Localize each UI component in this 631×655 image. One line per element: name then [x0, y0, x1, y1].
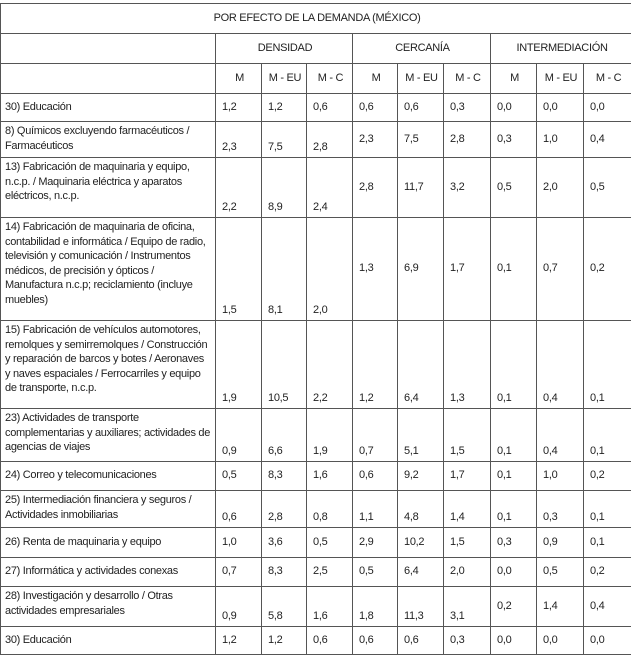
column-header: M - EU [262, 64, 307, 94]
value-cell: 1,3 [353, 218, 398, 321]
value-cell: 2,3 [216, 122, 262, 158]
value-cell: 0,8 [307, 491, 353, 528]
value-cell: 1,2 [262, 627, 307, 655]
value-cell: 9,2 [398, 462, 444, 491]
table-row [1, 528, 631, 558]
value-cell: 2,8 [444, 122, 491, 158]
value-cell: 0,0 [584, 94, 631, 122]
value-cell: 2,0 [307, 218, 353, 321]
value-cell: 2,0 [537, 158, 584, 218]
value-cell: 0,3 [444, 94, 491, 122]
value-cell: 1,9 [216, 321, 262, 409]
value-cell: 2,2 [307, 321, 353, 409]
value-cell: 0,5 [307, 528, 353, 558]
value-cell: 0,2 [584, 218, 631, 321]
value-cell: 1,7 [444, 462, 491, 491]
value-cell: 0,6 [353, 627, 398, 655]
table-row [1, 218, 631, 321]
value-cell: 2,9 [353, 528, 398, 558]
value-cell: 1,6 [307, 462, 353, 491]
column-header: M - C [584, 64, 631, 94]
value-cell: 0,3 [491, 122, 537, 158]
value-cell: 0,1 [584, 491, 631, 528]
value-cell: 1,2 [216, 94, 262, 122]
value-cell: 8,1 [262, 218, 307, 321]
row-label: 13) Fabricación de maquinaria y equipo, n.c.p. / Maquinaria eléctrica y aparatos eléctricos, n.c.p. [1, 158, 216, 218]
value-cell: 3,2 [444, 158, 491, 218]
table-row [1, 462, 631, 491]
value-cell: 0,4 [584, 587, 631, 627]
column-header: M - C [444, 64, 491, 94]
value-cell: 0,7 [353, 409, 398, 462]
value-cell: 1,1 [353, 491, 398, 528]
value-cell: 0,7 [216, 558, 262, 587]
value-cell: 0,0 [537, 627, 584, 655]
empty-header-cell [1, 64, 216, 94]
value-cell: 0,9 [216, 409, 262, 462]
column-header: M [491, 64, 537, 94]
value-cell: 0,5 [584, 158, 631, 218]
value-cell: 0,5 [216, 462, 262, 491]
empty-header-cell [1, 34, 216, 64]
row-label: 30) Educación [1, 94, 216, 122]
value-cell: 1,5 [444, 409, 491, 462]
value-cell: 0,1 [491, 462, 537, 491]
value-cell: 0,1 [491, 491, 537, 528]
value-cell: 11,7 [398, 158, 444, 218]
value-cell: 2,2 [216, 158, 262, 218]
value-cell: 1,9 [307, 409, 353, 462]
value-cell: 0,1 [491, 409, 537, 462]
value-cell: 0,4 [584, 122, 631, 158]
value-cell: 0,5 [537, 558, 584, 587]
value-cell: 7,5 [262, 122, 307, 158]
row-label: 30) Educación [1, 627, 216, 655]
value-cell: 2,5 [307, 558, 353, 587]
value-cell: 2,8 [353, 158, 398, 218]
value-cell: 1,4 [537, 587, 584, 627]
value-cell: 2,4 [307, 158, 353, 218]
row-label: 23) Actividades de transporte complementarias y auxiliares; actividades de agencias de viajes [1, 409, 216, 462]
value-cell: 1,8 [353, 587, 398, 627]
value-cell: 1,0 [537, 122, 584, 158]
value-cell: 8,3 [262, 558, 307, 587]
group-header-densidad: DENSIDAD [216, 34, 353, 64]
value-cell: 1,6 [307, 587, 353, 627]
value-cell: 2,8 [307, 122, 353, 158]
row-label: 15) Fabricación de vehículos automotores, remolques y semirremolques / Construcción y reparación de barcos y botes / Aeronaves y naves espaciales / Ferrocarriles y equipo de transporte, n.c.p. [1, 321, 216, 409]
value-cell: 0,6 [216, 491, 262, 528]
value-cell: 5,8 [262, 587, 307, 627]
row-label: 24) Correo y telecomunicaciones [1, 462, 216, 491]
column-header: M - EU [537, 64, 584, 94]
group-header-intermediacion: INTERMEDIACIÓN [491, 34, 631, 64]
value-cell: 1,0 [216, 528, 262, 558]
table-title: POR EFECTO DE LA DEMANDA (MÉXICO) [1, 4, 631, 34]
row-label: 8) Químicos excluyendo farmacéuticos / Farmacéuticos [1, 122, 216, 158]
value-cell: 4,8 [398, 491, 444, 528]
table-row [1, 158, 631, 218]
value-cell: 7,5 [398, 122, 444, 158]
value-cell: 0,9 [216, 587, 262, 627]
value-cell: 0,3 [537, 491, 584, 528]
value-cell: 0,0 [491, 627, 537, 655]
value-cell: 0,1 [584, 528, 631, 558]
value-cell: 0,3 [444, 627, 491, 655]
row-label: 14) Fabricación de maquinaria de oficina, contabilidad e informática / Equipo de radio, televisión y comunicación / Instrumentos médicos, de precisión y ópticos / Manufactura n.c.p; reciclamiento (incluye muebles) [1, 218, 216, 321]
value-cell: 10,2 [398, 528, 444, 558]
value-cell: 0,1 [491, 218, 537, 321]
value-cell: 11,3 [398, 587, 444, 627]
value-cell: 5,1 [398, 409, 444, 462]
row-label: 25) Intermediación financiera y seguros / Actividades inmobiliarias [1, 491, 216, 528]
value-cell: 1,5 [444, 528, 491, 558]
value-cell: 0,6 [307, 94, 353, 122]
table-row [1, 558, 631, 587]
value-cell: 6,4 [398, 321, 444, 409]
value-cell: 0,0 [491, 558, 537, 587]
value-cell: 0,2 [584, 558, 631, 587]
value-cell: 0,6 [353, 462, 398, 491]
row-label: 27) Informática y actividades conexas [1, 558, 216, 587]
value-cell: 0,1 [491, 321, 537, 409]
value-cell: 1,4 [444, 491, 491, 528]
value-cell: 0,5 [491, 158, 537, 218]
value-cell: 1,7 [444, 218, 491, 321]
value-cell: 0,0 [491, 94, 537, 122]
column-header: M [216, 64, 262, 94]
value-cell: 0,0 [584, 627, 631, 655]
value-cell: 0,2 [584, 462, 631, 491]
value-cell: 6,6 [262, 409, 307, 462]
row-label: 26) Renta de maquinaria y equipo [1, 528, 216, 558]
value-cell: 1,2 [216, 627, 262, 655]
value-cell: 8,9 [262, 158, 307, 218]
table-row [1, 122, 631, 158]
value-cell: 0,6 [353, 94, 398, 122]
value-cell: 1,5 [216, 218, 262, 321]
value-cell: 0,4 [537, 321, 584, 409]
value-cell: 3,6 [262, 528, 307, 558]
value-cell: 2,8 [262, 491, 307, 528]
value-cell: 0,6 [398, 627, 444, 655]
value-cell: 1,2 [262, 94, 307, 122]
value-cell: 0,2 [491, 587, 537, 627]
value-cell: 0,6 [398, 94, 444, 122]
column-header: M [353, 64, 398, 94]
value-cell: 0,4 [537, 409, 584, 462]
value-cell: 8,3 [262, 462, 307, 491]
table-row [1, 321, 631, 409]
column-header: M - EU [398, 64, 444, 94]
value-cell: 0,3 [491, 528, 537, 558]
table-row [1, 94, 631, 122]
table-row [1, 409, 631, 462]
table-row [1, 491, 631, 528]
column-header: M - C [307, 64, 353, 94]
value-cell: 1,0 [537, 462, 584, 491]
value-cell: 6,4 [398, 558, 444, 587]
value-cell: 0,1 [584, 321, 631, 409]
value-cell: 0,9 [537, 528, 584, 558]
demand-effect-table [0, 3, 631, 655]
value-cell: 3,1 [444, 587, 491, 627]
value-cell: 1,2 [353, 321, 398, 409]
value-cell: 1,3 [444, 321, 491, 409]
value-cell: 6,9 [398, 218, 444, 321]
value-cell: 2,0 [444, 558, 491, 587]
table-row [1, 587, 631, 627]
table-row [1, 627, 631, 655]
value-cell: 2,3 [353, 122, 398, 158]
value-cell: 0,7 [537, 218, 584, 321]
group-header-cercania: CERCANÍA [353, 34, 491, 64]
value-cell: 0,5 [353, 558, 398, 587]
value-cell: 0,6 [307, 627, 353, 655]
value-cell: 0,0 [537, 94, 584, 122]
row-label: 28) Investigación y desarrollo / Otras actividades empresariales [1, 587, 216, 627]
value-cell: 10,5 [262, 321, 307, 409]
value-cell: 0,1 [584, 409, 631, 462]
